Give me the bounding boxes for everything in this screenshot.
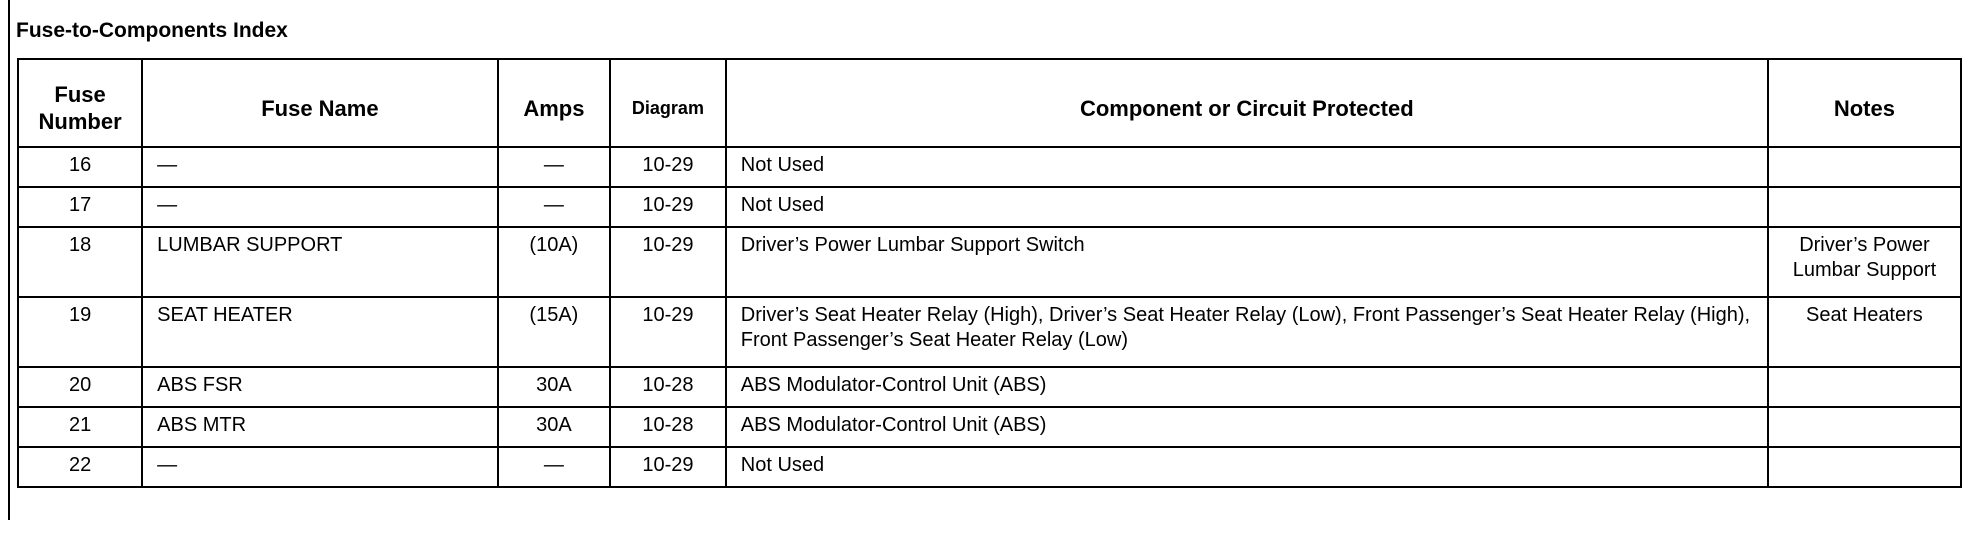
cell-fuse-name: — (142, 447, 497, 487)
cell-notes (1768, 187, 1961, 227)
cell-diagram: 10-28 (610, 367, 726, 407)
fuse-index-table (17, 58, 1962, 488)
cell-fuse-name: ABS MTR (142, 407, 497, 447)
cell-notes (1768, 407, 1961, 447)
table-row (18, 147, 1961, 187)
cell-amps: 30A (498, 407, 610, 447)
cell-diagram: 10-29 (610, 447, 726, 487)
cell-fuse-name: SEAT HEATER (142, 297, 497, 367)
col-header-fuse-name: Fuse Name (142, 59, 497, 147)
cell-component: ABS Modulator-Control Unit (ABS) (726, 367, 1768, 407)
cell-notes (1768, 367, 1961, 407)
table-row (18, 227, 1961, 297)
cell-diagram: 10-29 (610, 147, 726, 187)
page-left-rule (8, 0, 10, 520)
col-header-notes: Notes (1768, 59, 1961, 147)
cell-component: Driver’s Power Lumbar Support Switch (726, 227, 1768, 297)
cell-fuse-name: ABS FSR (142, 367, 497, 407)
cell-notes: Seat Heaters (1768, 297, 1961, 367)
cell-diagram: 10-29 (610, 227, 726, 297)
cell-fuse-name: LUMBAR SUPPORT (142, 227, 497, 297)
cell-fuse-number: 22 (18, 447, 142, 487)
col-header-component: Component or Circuit Protected (726, 59, 1768, 147)
cell-fuse-number: 17 (18, 187, 142, 227)
cell-fuse-number: 19 (18, 297, 142, 367)
cell-notes (1768, 447, 1961, 487)
cell-component: Not Used (726, 187, 1768, 227)
cell-amps: — (498, 187, 610, 227)
cell-fuse-number: 16 (18, 147, 142, 187)
cell-component: Not Used (726, 147, 1768, 187)
cell-fuse-name: — (142, 147, 497, 187)
table-row (18, 187, 1961, 227)
col-header-fuse-number: Fuse Number (18, 59, 142, 147)
cell-fuse-number: 18 (18, 227, 142, 297)
col-header-amps: Amps (498, 59, 610, 147)
cell-fuse-number: 20 (18, 367, 142, 407)
cell-fuse-number: 21 (18, 407, 142, 447)
table-row (18, 447, 1961, 487)
table-row (18, 407, 1961, 447)
table-row (18, 367, 1961, 407)
cell-amps: 30A (498, 367, 610, 407)
cell-amps: (15A) (498, 297, 610, 367)
cell-component: Driver’s Seat Heater Relay (High), Driver’s Seat Heater Relay (Low), Front Passenger’s Seat Heater Relay (High), Front Passenger’s Seat Heater Relay (Low) (726, 297, 1768, 367)
cell-diagram: 10-28 (610, 407, 726, 447)
page-title: Fuse-to-Components Index (16, 19, 288, 42)
col-header-diagram: Diagram (610, 59, 726, 147)
cell-amps: — (498, 447, 610, 487)
table-row (18, 297, 1961, 367)
cell-component: ABS Modulator-Control Unit (ABS) (726, 407, 1768, 447)
cell-component: Not Used (726, 447, 1768, 487)
cell-amps: — (498, 147, 610, 187)
cell-diagram: 10-29 (610, 187, 726, 227)
table-header-row (18, 59, 1961, 147)
cell-diagram: 10-29 (610, 297, 726, 367)
cell-notes (1768, 147, 1961, 187)
cell-notes: Driver’s Power Lumbar Support (1768, 227, 1961, 297)
cell-amps: (10A) (498, 227, 610, 297)
cell-fuse-name: — (142, 187, 497, 227)
